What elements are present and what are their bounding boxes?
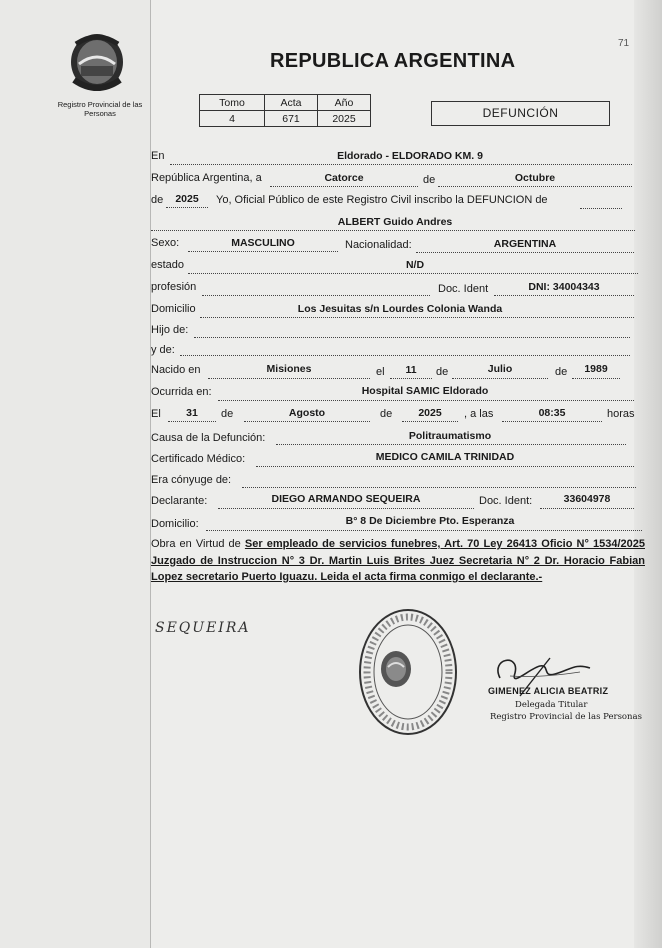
- causa-line: [276, 444, 626, 445]
- page-number: 71: [618, 38, 630, 49]
- official-org: Registro Provincial de las Personas: [490, 712, 642, 722]
- declarante-value: DIEGO ARMANDO SEQUEIRA: [271, 493, 421, 505]
- certificado-line: [256, 466, 634, 467]
- declarante-doc-line: [540, 508, 634, 509]
- table-header-acta: Acta: [265, 95, 318, 111]
- birth-day-line: [390, 378, 432, 379]
- ocurrida-line: [218, 400, 634, 401]
- de-label-4: de: [555, 366, 568, 378]
- estado-label: estado: [151, 259, 185, 271]
- horas-label: horas: [607, 408, 635, 420]
- obra-paragraph: [151, 536, 645, 586]
- birth-year-value: 1989: [584, 363, 608, 375]
- ocurrida-label: Ocurrida en:: [151, 386, 212, 398]
- hijo-label: Hijo de:: [151, 324, 189, 336]
- certificado-value: MEDICO CAMILA TRINIDAD: [375, 451, 515, 463]
- obra-label: Obra en Virtud de: [151, 538, 241, 550]
- death-time-line: [502, 421, 602, 422]
- anio-value: 2025: [318, 111, 371, 127]
- hijo-line: [194, 337, 630, 338]
- en-line: [170, 164, 632, 165]
- doc-ident-line: [494, 295, 634, 296]
- record-type-box: DEFUNCIÓN: [431, 101, 610, 126]
- estado-line: [188, 273, 638, 274]
- de-label-6: de: [380, 408, 393, 420]
- death-month-value: Agosto: [288, 407, 326, 419]
- name-line: [151, 230, 635, 231]
- obra-value: Ser empleado de servicios funebres, Art. 70 Ley 26413 Oficio N° 1534/2025 Juzgado de Instruccion N° 3 Dr. Martin Luis Brites Juez Secretaria N° 2 Dr. Horacio Fabian Lopez secretario Puerto Iguazu. Leida el acta firma conmigo el declarante.-: [151, 538, 645, 583]
- death-time-value: 08:35: [538, 407, 566, 419]
- death-day-line: [168, 421, 216, 422]
- nacido-label: Nacido en: [151, 364, 201, 376]
- el2-label: El: [151, 408, 161, 420]
- acta-value: 671: [265, 111, 318, 127]
- sexo-value: MASCULINO: [231, 237, 295, 249]
- republica-label: República Argentina, a: [151, 172, 262, 184]
- death-month-line: [244, 421, 370, 422]
- ocurrida-value: Hospital SAMIC Eldorado: [361, 385, 489, 397]
- oficial-line: [580, 208, 622, 209]
- profesion-label: profesión: [151, 281, 197, 293]
- province-emblem-icon: [66, 30, 128, 101]
- de-label-1: de: [423, 174, 436, 186]
- domicilio2-value: B° 8 De Diciembre Pto. Esperanza: [345, 515, 515, 527]
- conyuge-label: Era cónyuge de:: [151, 474, 232, 486]
- doc-ident-label: Doc. Ident: [438, 283, 489, 295]
- page-edge-shadow: [634, 0, 662, 948]
- place-value: Eldorado - ELDORADO KM. 9: [337, 150, 483, 162]
- day-words-value: Catorce: [324, 172, 364, 184]
- birth-day-value: 11: [405, 364, 417, 376]
- left-margin: [0, 0, 151, 948]
- profesion-line: [202, 295, 430, 296]
- en-label: En: [151, 150, 165, 162]
- page-title: REPUBLICA ARGENTINA: [270, 50, 516, 72]
- causa-label: Causa de la Defunción:: [151, 432, 266, 444]
- nacionalidad-line: [416, 252, 634, 253]
- y-de-label: y de:: [151, 344, 175, 356]
- month-value: Octubre: [514, 172, 556, 184]
- registry-seal-icon: [356, 605, 460, 744]
- year-line: [166, 207, 208, 208]
- domicilio2-label: Domicilio:: [151, 518, 199, 530]
- declarante-doc-value: 33604978: [563, 493, 611, 505]
- certificado-label: Certificado Médico:: [151, 453, 246, 465]
- de-label-3: de: [436, 366, 449, 378]
- nacido-line: [208, 378, 370, 379]
- a-las-label: , a las: [464, 408, 494, 420]
- day-line: [270, 186, 418, 187]
- death-year-value: 2025: [418, 407, 442, 419]
- domicilio-value: Los Jesuitas s/n Lourdes Colonia Wanda: [297, 303, 503, 315]
- causa-value: Politraumatismo: [408, 430, 492, 442]
- de-label-5: de: [221, 408, 234, 420]
- death-day-value: 31: [186, 407, 198, 419]
- oficial-text: Yo, Oficial Público de este Registro Civil inscribo la DEFUNCION de: [216, 194, 548, 206]
- table-header-anio: Año: [318, 95, 371, 111]
- declarante-line: [218, 508, 474, 509]
- birth-year-line: [572, 378, 620, 379]
- sexo-label: Sexo:: [151, 237, 180, 249]
- domicilio2-line: [206, 530, 642, 531]
- declarante-doc-label: Doc. Ident:: [479, 495, 533, 507]
- year-value: 2025: [175, 193, 199, 205]
- y-de-line: [180, 355, 630, 356]
- record-table: [199, 94, 371, 127]
- tomo-value: 4: [200, 111, 265, 127]
- domicilio-label: Domicilio: [151, 303, 196, 315]
- nacido-value: Misiones: [266, 363, 312, 375]
- domicilio-line: [200, 317, 634, 318]
- nacionalidad-value: ARGENTINA: [493, 238, 557, 250]
- registry-label: Registro Provincial de las Personas: [57, 100, 143, 118]
- sexo-line: [188, 251, 338, 252]
- nacionalidad-label: Nacionalidad:: [345, 239, 412, 251]
- de-label-2: de: [151, 194, 164, 206]
- el-label: el: [376, 366, 385, 378]
- birth-month-line: [452, 378, 548, 379]
- doc-ident-value: DNI: 34004343: [528, 281, 600, 293]
- official-name: GIMENEZ ALICIA BEATRIZ: [488, 686, 609, 696]
- table-header-tomo: Tomo: [200, 95, 265, 111]
- birth-month-value: Julio: [487, 363, 513, 375]
- deceased-name-value: ALBERT Guido Andres: [337, 216, 453, 228]
- estado-value: N/D: [405, 259, 425, 271]
- month-line: [438, 186, 632, 187]
- conyuge-line: [242, 487, 636, 488]
- official-role: Delegada Titular: [515, 700, 588, 710]
- declarant-signature: SEQUEIRA: [155, 620, 251, 636]
- declarante-label: Declarante:: [151, 495, 208, 507]
- death-year-line: [402, 421, 458, 422]
